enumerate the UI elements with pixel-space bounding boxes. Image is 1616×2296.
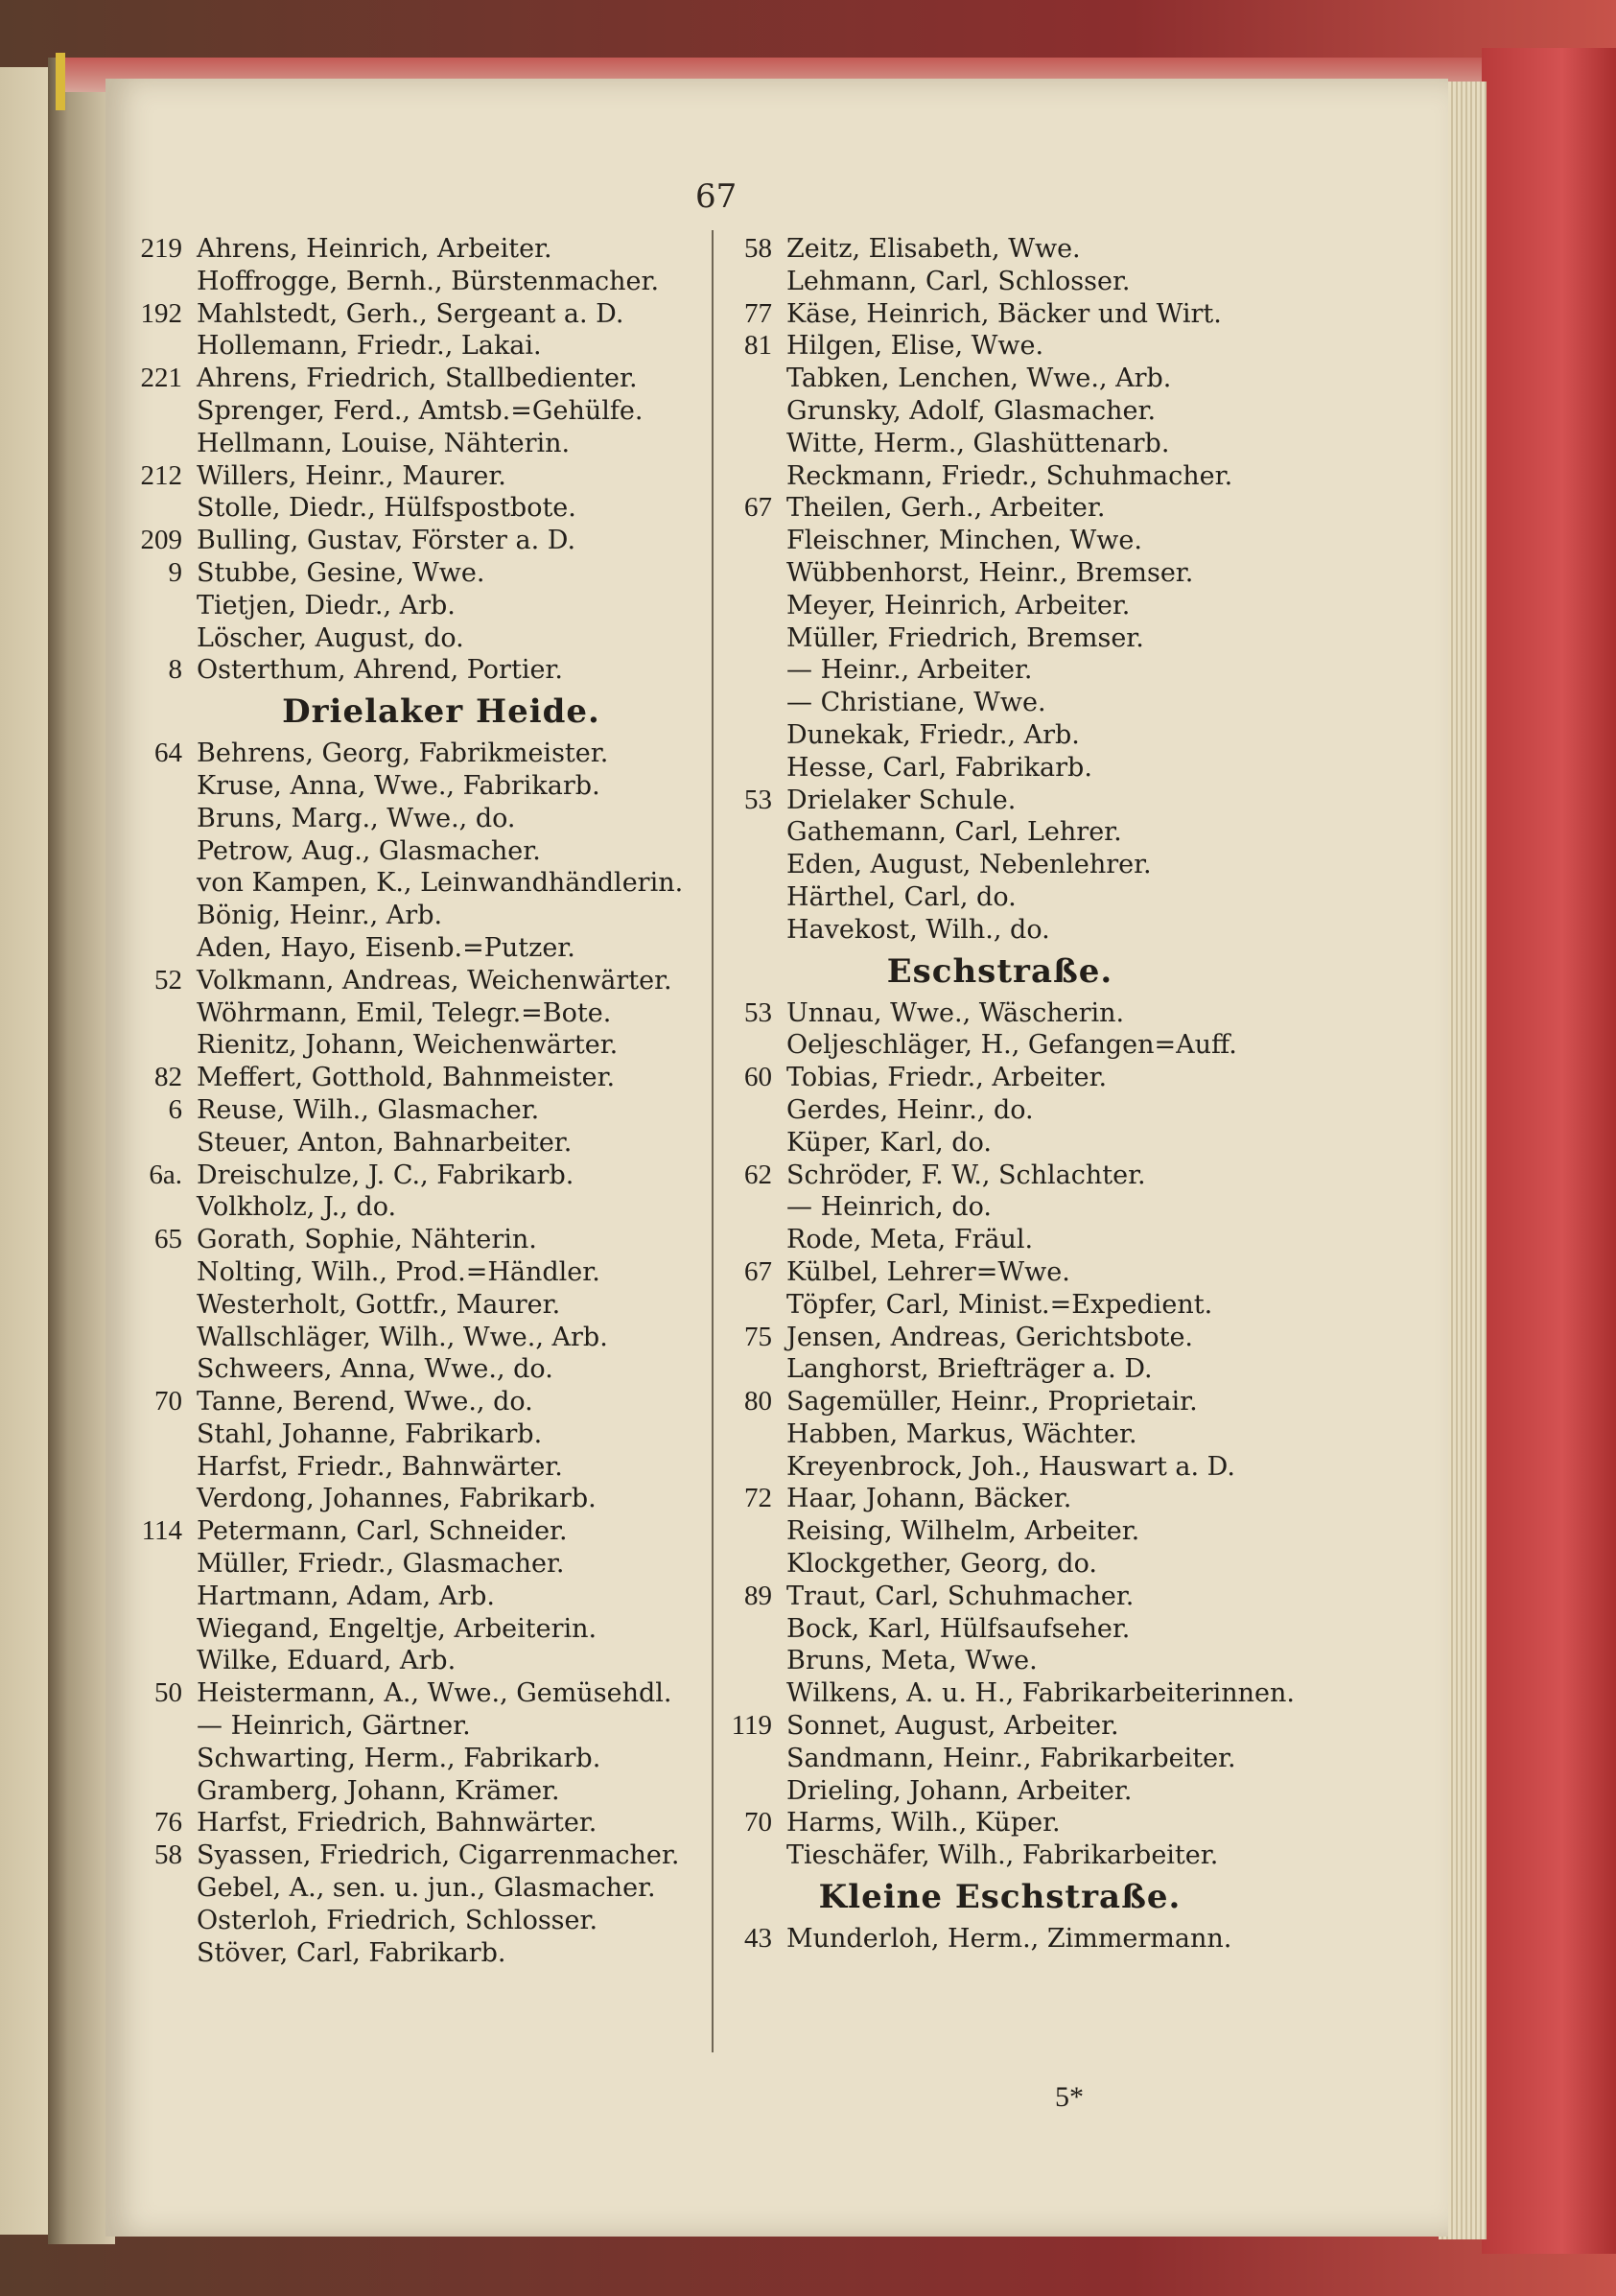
resident-entry: Syassen, Friedrich, Cigarrenmacher. [197, 1840, 680, 1871]
directory-entry [719, 849, 1280, 881]
directory-entry [719, 1256, 1280, 1289]
directory-entry [719, 428, 1280, 460]
resident-entry: Nolting, Wilh., Prod.=Händler. [197, 1256, 600, 1287]
directory-entry [719, 914, 1280, 947]
resident-entry: Reising, Wilhelm, Arbeiter. [786, 1516, 1140, 1547]
directory-entry [719, 1645, 1280, 1677]
directory-entry [719, 1094, 1280, 1127]
directory-entry [139, 1029, 705, 1062]
directory-entry [139, 395, 705, 428]
directory-entry [139, 1613, 705, 1646]
directory-entry [139, 770, 705, 803]
directory-entry [719, 881, 1280, 914]
house-number: 70 [154, 1386, 182, 1417]
directory-entry [139, 330, 705, 363]
directory-entry [139, 654, 705, 687]
resident-entry: Drieling, Johann, Arbeiter. [786, 1775, 1133, 1806]
resident-entry: Wöhrmann, Emil, Telegr.=Bote. [197, 997, 612, 1028]
resident-entry: Harfst, Friedrich, Bahnwärter. [197, 1808, 597, 1839]
directory-entry [719, 1839, 1280, 1872]
directory-entry [719, 752, 1280, 785]
resident-entry: Stöver, Carl, Fabrikarb. [197, 1937, 506, 1968]
resident-entry: Wilkens, A. u. H., Fabrikarbeiterinnen. [786, 1678, 1295, 1709]
house-number: 6a. [149, 1159, 182, 1190]
house-number: 6 [168, 1093, 182, 1125]
directory-entry [139, 900, 705, 932]
directory-entry [719, 1322, 1280, 1354]
directory-entry [139, 1645, 705, 1677]
directory-entry [139, 1127, 705, 1160]
directory-entry [139, 1581, 705, 1613]
resident-entry: Stolle, Diedr., Hülfspostbote. [197, 493, 576, 524]
printer-signature: 5* [1055, 2081, 1084, 2113]
resident-entry: Tietjen, Diedr., Arb. [197, 590, 456, 621]
resident-entry: Külbel, Lehrer=Wwe. [786, 1256, 1070, 1287]
house-number: 119 [731, 1710, 772, 1742]
resident-entry: Drielaker Schule. [786, 785, 1017, 815]
directory-entry [719, 1418, 1280, 1451]
directory-entry [139, 492, 705, 525]
resident-entry: Fleischner, Minchen, Wwe. [786, 526, 1142, 556]
directory-entry [139, 1224, 705, 1256]
resident-entry: Gathemann, Carl, Lehrer. [786, 817, 1122, 848]
resident-entry: Rienitz, Johann, Weichenwärter. [197, 1030, 619, 1061]
resident-entry: Witte, Herm., Glashüttenarb. [786, 428, 1170, 458]
house-number: 58 [744, 233, 772, 264]
resident-entry: Haar, Johann, Bäcker. [786, 1484, 1072, 1514]
resident-entry: Wiegand, Engeltje, Arbeiterin. [197, 1613, 597, 1644]
resident-entry: Tanne, Berend, Wwe., do. [197, 1387, 533, 1417]
column-divider [712, 230, 714, 2052]
resident-entry: Jensen, Andreas, Gerichtsbote. [786, 1322, 1194, 1352]
resident-entry: Bönig, Heinr., Arb. [197, 901, 443, 931]
resident-entry: — Heinrich, Gärtner. [197, 1711, 471, 1742]
directory-entry [139, 1289, 705, 1322]
directory-entry [139, 835, 705, 868]
resident-entry: Munderloh, Herm., Zimmermann. [786, 1924, 1232, 1955]
directory-entry [719, 1353, 1280, 1386]
directory-entry [719, 1613, 1280, 1646]
house-number: 80 [744, 1386, 772, 1417]
directory-entry [139, 233, 705, 266]
resident-entry: Bruns, Meta, Wwe. [786, 1646, 1038, 1676]
directory-entry [719, 687, 1280, 719]
directory-entry [139, 1548, 705, 1581]
directory-entry [139, 1256, 705, 1289]
directory-entry [139, 266, 705, 298]
resident-entry: Tabken, Lenchen, Wwe., Arb. [786, 363, 1172, 394]
directory-entry [139, 1677, 705, 1710]
house-number: 67 [744, 1255, 772, 1287]
house-number: 89 [744, 1580, 772, 1611]
street-heading: Drielaker Heide. [282, 692, 600, 732]
directory-entry [719, 1062, 1280, 1094]
directory-entry [719, 330, 1280, 363]
house-number: 65 [154, 1224, 182, 1255]
resident-entry: Hilgen, Elise, Wwe. [786, 331, 1044, 362]
resident-entry: von Kampen, K., Leinwandhändlerin. [197, 868, 684, 899]
house-number: 53 [744, 996, 772, 1028]
resident-entry: Unnau, Wwe., Wäscherin. [786, 997, 1125, 1028]
house-number: 209 [140, 525, 182, 556]
directory-entry [139, 738, 705, 770]
directory-entry [719, 557, 1280, 590]
directory-entry [719, 525, 1280, 557]
resident-entry: Theilen, Gerh., Arbeiter. [786, 493, 1106, 524]
house-number: 64 [154, 738, 182, 769]
resident-entry: Gramberg, Johann, Krämer. [197, 1775, 560, 1806]
directory-entry [719, 1515, 1280, 1548]
directory-entry [719, 266, 1280, 298]
directory-entry [139, 803, 705, 835]
directory-entry [719, 1127, 1280, 1160]
house-number: 82 [154, 1062, 182, 1093]
bookmark-ribbon [56, 53, 65, 110]
resident-entry: Schweers, Anna, Wwe., do. [197, 1354, 553, 1385]
directory-entry [719, 654, 1280, 687]
resident-entry: Reckmann, Friedr., Schuhmacher. [786, 460, 1233, 491]
directory-entry [719, 1483, 1280, 1515]
directory-entry [719, 1923, 1280, 1956]
resident-entry: Volkholz, J., do. [197, 1192, 397, 1223]
directory-entry [719, 1710, 1280, 1743]
resident-entry: Willers, Heinr., Maurer. [197, 460, 506, 491]
directory-entry [139, 965, 705, 997]
resident-entry: Hesse, Carl, Fabrikarb. [786, 752, 1092, 783]
resident-entry: Ahrens, Heinrich, Arbeiter. [197, 234, 552, 264]
resident-entry: Wilke, Eduard, Arb. [197, 1646, 457, 1676]
resident-entry: Mahlstedt, Gerh., Sergeant a. D. [197, 298, 624, 329]
directory-entry [719, 395, 1280, 428]
resident-entry: Klockgether, Georg, do. [786, 1549, 1097, 1580]
directory-entry [139, 1418, 705, 1451]
directory-entry [719, 492, 1280, 525]
directory-entry [139, 1839, 705, 1872]
resident-entry: Westerholt, Gottfr., Maurer. [197, 1289, 561, 1320]
resident-entry: Küper, Karl, do. [786, 1127, 992, 1158]
directory-entry [139, 1937, 705, 1970]
directory-entry [719, 1451, 1280, 1484]
resident-entry: Müller, Friedrich, Bremser. [786, 622, 1144, 653]
resident-entry: Harfst, Friedr., Bahnwärter. [197, 1451, 563, 1482]
house-number: 8 [168, 654, 182, 686]
resident-entry: Bock, Karl, Hülfsaufseher. [786, 1613, 1131, 1644]
resident-entry: Dreischulze, J. C., Fabrikarb. [197, 1160, 574, 1190]
resident-entry: — Heinr., Arbeiter. [786, 655, 1033, 686]
resident-entry: Gorath, Sophie, Nähterin. [197, 1225, 537, 1255]
resident-entry: Töpfer, Carl, Minist.=Expedient. [786, 1289, 1213, 1320]
resident-entry: Sagemüller, Heinr., Proprietair. [786, 1387, 1198, 1417]
resident-entry: Aden, Hayo, Eisenb.=Putzer. [197, 932, 575, 963]
house-number: 60 [744, 1062, 772, 1093]
resident-entry: Meffert, Gotthold, Bahnmeister. [197, 1063, 616, 1093]
resident-entry: Heistermann, A., Wwe., Gemüsehdl. [197, 1678, 672, 1709]
house-number: 75 [744, 1321, 772, 1352]
resident-entry: Gerdes, Heinr., do. [786, 1094, 1034, 1125]
resident-entry: Rode, Meta, Fräul. [786, 1225, 1034, 1255]
directory-entry [139, 1353, 705, 1386]
resident-entry: Stubbe, Gesine, Wwe. [197, 557, 485, 588]
directory-entry [139, 1807, 705, 1839]
resident-entry: Meyer, Heinrich, Arbeiter. [786, 590, 1131, 621]
previous-page-edge [0, 67, 55, 2235]
directory-entry [139, 525, 705, 557]
resident-entry: Sonnet, August, Arbeiter. [786, 1711, 1119, 1742]
directory-entry [139, 622, 705, 655]
resident-entry: Oeljeschläger, H., Gefangen=Auff. [786, 1030, 1237, 1061]
directory-entry [719, 363, 1280, 395]
directory-entry [139, 1775, 705, 1808]
directory-entry [139, 1872, 705, 1905]
directory-entry [139, 460, 705, 493]
street-heading: Kleine Eschstraße. [818, 1878, 1182, 1917]
house-number: 52 [154, 964, 182, 996]
directory-entry [139, 363, 705, 395]
resident-entry: Behrens, Georg, Fabrikmeister. [197, 738, 609, 769]
house-number: 81 [744, 330, 772, 362]
house-number: 221 [140, 363, 182, 394]
directory-entry [719, 816, 1280, 849]
directory-entry [139, 1483, 705, 1515]
resident-entry: Löscher, August, do. [197, 622, 464, 653]
house-number: 219 [140, 233, 182, 264]
cover-right-edge [1482, 48, 1616, 2254]
directory-entry [139, 1451, 705, 1484]
resident-entry: Eden, August, Nebenlehrer. [786, 850, 1152, 880]
resident-entry: Lehmann, Carl, Schlosser. [786, 266, 1131, 296]
resident-entry: Käse, Heinrich, Bäcker und Wirt. [786, 298, 1222, 329]
directory-entry [139, 1710, 705, 1743]
resident-entry: Hellmann, Louise, Nähterin. [197, 428, 571, 458]
directory-entry [139, 1515, 705, 1548]
resident-entry: Wallschläger, Wilh., Wwe., Arb. [197, 1322, 608, 1352]
resident-entry: Harms, Wilh., Küper. [786, 1808, 1061, 1839]
resident-entry: Stahl, Johanne, Fabrikarb. [197, 1418, 543, 1449]
resident-entry: Sprenger, Ferd., Amtsb.=Gehülfe. [197, 395, 644, 426]
directory-entry [139, 1191, 705, 1224]
resident-entry: Ahrens, Friedrich, Stallbedienter. [197, 363, 638, 394]
resident-entry: Kreyenbrock, Joh., Hauswart a. D. [786, 1451, 1235, 1482]
resident-entry: Grunsky, Adolf, Glasmacher. [786, 395, 1157, 426]
resident-entry: Reuse, Wilh., Glasmacher. [197, 1094, 540, 1125]
directory-entry [719, 460, 1280, 493]
resident-entry: Bruns, Marg., Wwe., do. [197, 803, 516, 833]
house-number: 62 [744, 1159, 772, 1190]
resident-entry: Kruse, Anna, Wwe., Fabrikarb. [197, 770, 600, 801]
house-number: 50 [154, 1677, 182, 1709]
resident-entry: Tieschäfer, Wilh., Fabrikarbeiter. [786, 1840, 1219, 1871]
house-number: 53 [744, 784, 772, 815]
resident-entry: Verdong, Johannes, Fabrikarb. [197, 1484, 597, 1514]
left-column [139, 233, 705, 1969]
resident-entry: Sandmann, Heinr., Fabrikarbeiter. [786, 1743, 1236, 1773]
house-number: 58 [154, 1839, 182, 1871]
resident-entry: Hoffrogge, Bernh., Bürstenmacher. [197, 266, 660, 296]
resident-entry: Härthel, Carl, do. [786, 881, 1017, 912]
directory-entry [719, 298, 1280, 331]
house-number: 9 [168, 556, 182, 588]
directory-entry [139, 557, 705, 590]
directory-entry [139, 1743, 705, 1775]
directory-entry [139, 298, 705, 331]
resident-entry: Dunekak, Friedr., Arb. [786, 719, 1080, 750]
directory-entry [719, 1743, 1280, 1775]
house-number: 67 [744, 492, 772, 524]
directory-entry [719, 1548, 1280, 1581]
resident-entry: Volkmann, Andreas, Weichenwärter. [197, 965, 672, 996]
resident-entry: Petermann, Carl, Schneider. [197, 1516, 568, 1547]
directory-entry [139, 1062, 705, 1094]
resident-entry: Havekost, Wilh., do. [786, 914, 1050, 945]
resident-entry: Gebel, A., sen. u. jun., Glasmacher. [197, 1873, 656, 1904]
resident-entry: Langhorst, Briefträger a. D. [786, 1354, 1153, 1385]
directory-entry [719, 997, 1280, 1030]
resident-entry: Osterthum, Ahrend, Portier. [197, 655, 563, 686]
directory-entry [719, 1581, 1280, 1613]
directory-entry [719, 1224, 1280, 1256]
house-number: 72 [744, 1483, 772, 1514]
resident-entry: Hollemann, Friedr., Lakai. [197, 331, 542, 362]
resident-entry: Petrow, Aug., Glasmacher. [197, 835, 541, 866]
right-column [719, 233, 1295, 1956]
house-number: 43 [744, 1923, 772, 1955]
resident-entry: Zeitz, Elisabeth, Wwe. [786, 234, 1081, 264]
directory-entry [719, 233, 1280, 266]
directory-entry [719, 1191, 1280, 1224]
page-number: 67 [695, 177, 738, 216]
house-number: 76 [154, 1807, 182, 1839]
directory-entry [719, 719, 1280, 752]
directory-entry [139, 428, 705, 460]
house-number: 114 [141, 1515, 182, 1547]
resident-entry: — Christiane, Wwe. [786, 688, 1046, 718]
directory-entry [139, 1322, 705, 1354]
resident-entry: Osterloh, Friedrich, Schlosser. [197, 1905, 598, 1935]
directory-entry [139, 997, 705, 1030]
directory-entry [139, 867, 705, 900]
house-number: 70 [744, 1807, 772, 1839]
directory-entry [139, 1905, 705, 1937]
resident-entry: — Heinrich, do. [786, 1192, 992, 1223]
resident-entry: Tobias, Friedr., Arbeiter. [786, 1063, 1108, 1093]
resident-entry: Hartmann, Adam, Arb. [197, 1581, 495, 1611]
directory-entry [139, 1094, 705, 1127]
resident-entry: Habben, Markus, Wächter. [786, 1418, 1137, 1449]
house-number: 212 [140, 459, 182, 491]
directory-entry [719, 1029, 1280, 1062]
house-number: 77 [744, 297, 772, 329]
directory-entry [139, 1160, 705, 1192]
directory-entry [719, 590, 1280, 622]
directory-entry [719, 785, 1280, 817]
resident-entry: Traut, Carl, Schuhmacher. [786, 1581, 1135, 1611]
resident-entry: Steuer, Anton, Bahnarbeiter. [197, 1127, 573, 1158]
resident-entry: Wübbenhorst, Heinr., Bremser. [786, 557, 1194, 588]
house-number: 192 [140, 297, 182, 329]
street-heading: Eschstraße. [886, 951, 1113, 991]
directory-entry [139, 590, 705, 622]
resident-entry: Müller, Friedr., Glasmacher. [197, 1549, 565, 1580]
resident-entry: Schröder, F. W., Schlachter. [786, 1160, 1146, 1190]
resident-entry: Bulling, Gustav, Förster a. D. [197, 526, 576, 556]
directory-entry [719, 622, 1280, 655]
directory-entry [139, 1386, 705, 1418]
directory-entry [719, 1807, 1280, 1839]
directory-entry [719, 1289, 1280, 1322]
directory-entry [139, 932, 705, 965]
directory-entry [719, 1775, 1280, 1808]
resident-entry: Schwarting, Herm., Fabrikarb. [197, 1743, 601, 1773]
directory-entry [719, 1677, 1295, 1710]
directory-entry [719, 1386, 1280, 1418]
directory-entry [719, 1160, 1280, 1192]
